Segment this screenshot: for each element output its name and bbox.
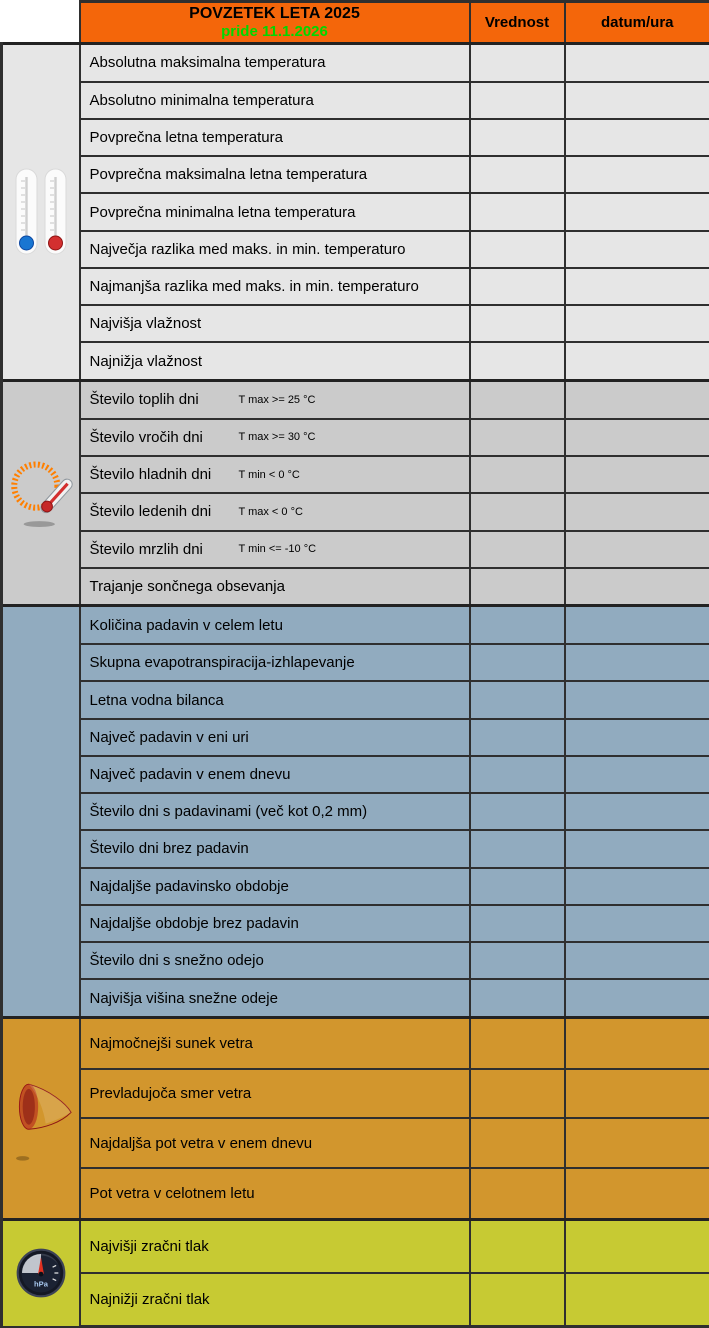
row-label-cell [80, 1273, 470, 1327]
row-label: Najmanjša razlika med maks. in min. temperaturo [89, 278, 419, 295]
row-label: Največ padavin v enem dnevu [89, 765, 291, 783]
value-cell [470, 644, 565, 681]
datetime-cell [565, 830, 709, 867]
column-header-value: Vrednost [470, 2, 565, 44]
row-label: Količina padavin v celem letu [89, 616, 283, 634]
value-cell [470, 493, 565, 530]
datetime-cell [565, 868, 709, 905]
sun-thermometer-icon [8, 455, 74, 531]
row-label-cell [80, 905, 470, 942]
value-cell [470, 342, 565, 380]
table-row [2, 342, 709, 380]
datetime-cell [565, 1018, 709, 1069]
datetime-cell [565, 1069, 709, 1119]
value-cell [470, 1118, 565, 1168]
value-cell [470, 793, 565, 830]
header-row [2, 2, 709, 44]
table-row [2, 156, 709, 193]
row-label: Najnižja vlažnost [89, 352, 203, 370]
table-row [2, 830, 709, 867]
row-label-cell [80, 1118, 470, 1168]
datetime-cell [565, 942, 709, 979]
row-label: Pot vetra v celotnem letu [89, 1185, 255, 1203]
row-label-cell [80, 681, 470, 718]
datetime-cell [565, 1168, 709, 1219]
table-row [2, 905, 709, 942]
table-title: POVZETEK LETA 2025 [189, 5, 360, 22]
datetime-cell [565, 606, 709, 644]
table-row [2, 193, 709, 230]
value-cell [470, 193, 565, 230]
datetime-cell [565, 681, 709, 718]
row-label: Absolutno minimalna temperatura [89, 91, 314, 109]
table-row [2, 1219, 709, 1272]
datetime-cell [565, 193, 709, 230]
section-icon-cell-precipitation [2, 606, 80, 1018]
datetime-cell [565, 342, 709, 380]
row-label: Najdaljše obdobje brez padavin [89, 914, 299, 932]
row-label: Število dni s padavinami (več kot 0,2 mm) [89, 803, 368, 821]
value-cell [470, 419, 565, 456]
row-label-cell [80, 119, 470, 156]
value-cell [470, 681, 565, 718]
table-row [2, 231, 709, 268]
row-label-cell [80, 231, 470, 268]
section-icon-cell-day-counts [2, 381, 80, 606]
row-label: Največja razlika med maks. in min. temperaturo [89, 240, 406, 258]
row-label: Najvišja višina snežne odeje [89, 989, 278, 1007]
value-cell [470, 381, 565, 419]
value-cell [470, 119, 565, 156]
table-row [2, 606, 709, 644]
datetime-cell [565, 793, 709, 830]
row-label: Število toplih dni [89, 391, 199, 409]
value-cell [470, 231, 565, 268]
row-label-cell [80, 606, 470, 644]
row-condition: T min < 0 °C [238, 468, 300, 481]
datetime-cell [565, 493, 709, 530]
row-label-cell [80, 493, 470, 530]
row-label-cell [80, 1219, 470, 1272]
row-label-cell [80, 830, 470, 867]
value-cell [470, 979, 565, 1017]
value-cell [470, 756, 565, 793]
row-label: Število mrzlih dni [89, 540, 203, 558]
row-label-cell [80, 719, 470, 756]
row-label: Najvišja vlažnost [89, 315, 202, 333]
row-label: Trajanje sončnega obsevanja [89, 578, 285, 596]
table-row [2, 1069, 709, 1119]
value-cell [470, 568, 565, 606]
table-row [2, 381, 709, 419]
row-label-cell [80, 1069, 470, 1119]
row-label: Najnižji zračni tlak [89, 1290, 210, 1308]
value-cell [470, 82, 565, 119]
row-condition: T max >= 30 °C [238, 431, 316, 444]
row-label: Povprečna maksimalna letna temperatura [89, 166, 368, 184]
pressure-gauge-icon [15, 1247, 67, 1299]
table-row [2, 568, 709, 606]
corner-cell [2, 2, 80, 44]
table-row [2, 1118, 709, 1168]
rain-cloud-icon [10, 771, 72, 853]
row-label: Število ledenih dni [89, 503, 212, 521]
datetime-cell [565, 268, 709, 305]
row-label-cell [80, 644, 470, 681]
row-label-cell [80, 268, 470, 305]
row-label: Število hladnih dni [89, 466, 212, 484]
datetime-cell [565, 419, 709, 456]
datetime-cell [565, 305, 709, 342]
datetime-cell [565, 44, 709, 82]
row-label: Najdaljša pot vetra v enem dnevu [89, 1134, 313, 1152]
table-row [2, 868, 709, 905]
value-cell [470, 1219, 565, 1272]
row-label-cell [80, 1018, 470, 1069]
row-label: Skupna evapotranspiracija-izhlapevanje [89, 654, 355, 672]
datetime-cell [565, 1273, 709, 1327]
value-cell [470, 868, 565, 905]
row-label-cell [80, 456, 470, 493]
section-icon-cell-temperature [2, 44, 80, 381]
table-row [2, 942, 709, 979]
datetime-cell [565, 531, 709, 568]
value-cell [470, 1168, 565, 1219]
datetime-cell [565, 756, 709, 793]
datetime-cell [565, 568, 709, 606]
table-subtitle: pride 11.1.2026 [221, 23, 328, 40]
value-cell [470, 942, 565, 979]
row-condition: T min <= -10 °C [238, 543, 317, 556]
row-label-cell [80, 381, 470, 419]
value-cell [470, 305, 565, 342]
row-label: Število vročih dni [89, 428, 203, 446]
row-label-cell [80, 568, 470, 606]
table-row [2, 979, 709, 1017]
table-row [2, 268, 709, 305]
datetime-cell [565, 719, 709, 756]
datetime-cell [565, 456, 709, 493]
row-label-cell [80, 82, 470, 119]
row-label-cell [80, 193, 470, 230]
value-cell [470, 456, 565, 493]
row-label-cell [80, 419, 470, 456]
row-label-cell [80, 756, 470, 793]
row-condition: T max >= 25 °C [238, 393, 316, 406]
table-row [2, 82, 709, 119]
row-label: Najdaljše padavinsko obdobje [89, 877, 289, 895]
table-row [2, 456, 709, 493]
table-body [2, 44, 709, 1327]
value-cell [470, 719, 565, 756]
row-label-cell [80, 979, 470, 1017]
datetime-cell [565, 231, 709, 268]
value-cell [470, 156, 565, 193]
value-cell [470, 44, 565, 82]
row-label: Število dni s snežno odejo [89, 952, 264, 970]
table-row [2, 44, 709, 82]
row-label: Povprečna letna temperatura [89, 129, 283, 147]
value-cell [470, 268, 565, 305]
table-row [2, 1018, 709, 1069]
section-icon-cell-wind [2, 1018, 80, 1220]
row-label-cell [80, 531, 470, 568]
table-row [2, 719, 709, 756]
row-condition: T max < 0 °C [238, 505, 303, 518]
row-label-cell [80, 793, 470, 830]
row-label-cell [80, 342, 470, 380]
datetime-cell [565, 82, 709, 119]
row-label-cell [80, 868, 470, 905]
row-label: Absolutna maksimalna temperatura [89, 54, 326, 72]
table-row [2, 793, 709, 830]
value-cell [470, 606, 565, 644]
datetime-cell [565, 905, 709, 942]
table-row [2, 305, 709, 342]
value-cell [470, 830, 565, 867]
table-row [2, 1168, 709, 1219]
row-label: Povprečna minimalna letna temperatura [89, 203, 356, 221]
value-cell [470, 531, 565, 568]
value-cell [470, 1069, 565, 1119]
table-row [2, 681, 709, 718]
windsock-icon [10, 1068, 72, 1168]
row-label: Najvišji zračni tlak [89, 1237, 209, 1255]
table-row [2, 493, 709, 530]
table-row [2, 1273, 709, 1327]
row-label: Prevladujoča smer vetra [89, 1085, 252, 1102]
table-row [2, 531, 709, 568]
row-label: Število dni brez padavin [89, 840, 249, 858]
row-label-cell [80, 1168, 470, 1219]
row-label-cell [80, 44, 470, 82]
table-row [2, 756, 709, 793]
value-cell [470, 905, 565, 942]
datetime-cell [565, 644, 709, 681]
datetime-cell [565, 119, 709, 156]
datetime-cell [565, 156, 709, 193]
table-row [2, 119, 709, 156]
row-label: Letna vodna bilanca [89, 691, 224, 709]
row-label-cell [80, 942, 470, 979]
section-icon-cell-pressure [2, 1219, 80, 1326]
row-label-cell [80, 156, 470, 193]
datetime-cell [565, 381, 709, 419]
datetime-cell [565, 1118, 709, 1168]
datetime-cell [565, 1219, 709, 1272]
row-label: Najmočnejši sunek vetra [89, 1034, 253, 1052]
table-title-cell [80, 2, 470, 44]
table-row [2, 419, 709, 456]
row-label: Največ padavin v eni uri [89, 728, 249, 746]
svg-text:hPa: hPa [33, 1279, 48, 1289]
thermometers-icon [12, 167, 70, 257]
value-cell [470, 1273, 565, 1327]
datetime-cell [565, 979, 709, 1017]
row-label-cell [80, 305, 470, 342]
column-header-datetime: datum/ura [565, 2, 709, 44]
table-row [2, 644, 709, 681]
value-cell [470, 1018, 565, 1069]
